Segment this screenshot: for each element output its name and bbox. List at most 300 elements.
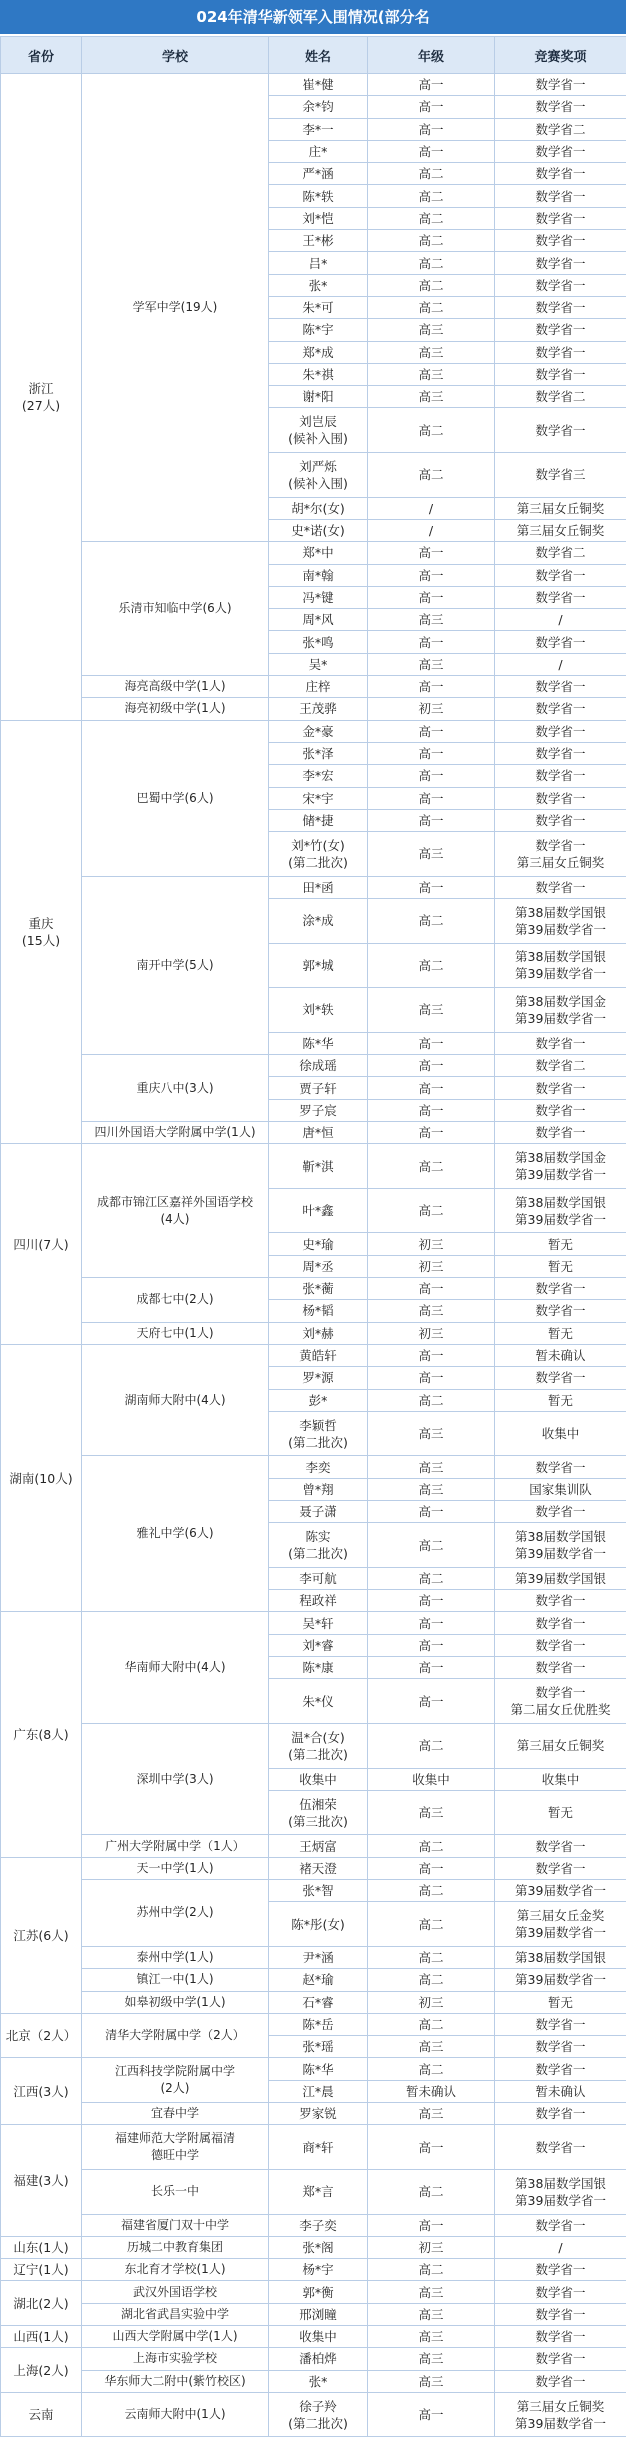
header-province: 省份 (1, 37, 82, 74)
student-name: 褚天澄 (269, 1858, 368, 1880)
student-grade: 高二 (368, 1902, 495, 1947)
student-name: 金*豪 (269, 721, 368, 743)
student-grade: 高二 (368, 1390, 495, 1412)
student-name: 王炳富 (269, 1835, 368, 1857)
school-cell: 云南师大附中(1人) (82, 2393, 269, 2438)
school-cell: 乐清市知临中学(6人) (82, 542, 269, 676)
student-name: 罗*源 (269, 1367, 368, 1389)
student-name: 曾*翔 (269, 1479, 368, 1501)
student-award: 数学省一 (495, 2259, 626, 2281)
student-grade: 高二 (368, 252, 495, 274)
student-award: 暂无 (495, 1791, 626, 1836)
student-award: 数学省一 (495, 877, 626, 899)
student-award: 数学省一 (495, 676, 626, 698)
school-cell: 武汉外国语学校 (82, 2281, 269, 2303)
student-name: 杨*宇 (269, 2259, 368, 2281)
student-award: 第38届数学国银 (495, 1947, 626, 1969)
student-grade: 高一 (368, 721, 495, 743)
student-award: 数学省一 (495, 1858, 626, 1880)
student-grade: 高三 (368, 654, 495, 676)
student-award: 数学省一 (495, 1635, 626, 1657)
school-cell: 巴蜀中学(6人) (82, 721, 269, 877)
student-name: 史*诺(女) (269, 520, 368, 542)
student-grade: 高三 (368, 364, 495, 386)
student-award: 暂无 (495, 1390, 626, 1412)
student-name: 张*泽 (269, 743, 368, 765)
school-cell: 如皋初级中学(1人) (82, 1992, 269, 2014)
student-grade: 高二 (368, 2259, 495, 2281)
student-name: 伍湘荣 (第三批次) (269, 1791, 368, 1836)
student-name: 唐*恒 (269, 1122, 368, 1144)
student-name: 陈*康 (269, 1657, 368, 1679)
school-cell: 雅礼中学(6人) (82, 1456, 269, 1612)
student-award: 数学省一 (495, 2103, 626, 2125)
student-name: 尹*涵 (269, 1947, 368, 1969)
school-cell: 湖北省武昌实验中学 (82, 2304, 269, 2326)
student-award: 数学省一 第三届女丘铜奖 (495, 832, 626, 877)
student-name: 石*睿 (269, 1992, 368, 2014)
student-award: 数学省一 (495, 1122, 626, 1144)
student-grade: 高一 (368, 119, 495, 141)
student-award: 数学省一 (495, 698, 626, 720)
student-name: 南*翰 (269, 565, 368, 587)
header-award: 竞赛奖项 (495, 37, 626, 74)
province-cell: 江西(3人) (1, 2058, 82, 2125)
student-award: 数学省一 第二届女丘优胜奖 (495, 1679, 626, 1724)
student-grade: 高三 (368, 1479, 495, 1501)
student-grade: 高三 (368, 2103, 495, 2125)
student-award: / (495, 609, 626, 631)
student-name: 严*涵 (269, 163, 368, 185)
student-award: 数学省二 (495, 542, 626, 564)
student-award: 第三届女丘铜奖 (495, 498, 626, 520)
student-name: 张*瑶 (269, 2036, 368, 2058)
student-name: 罗子宸 (269, 1100, 368, 1122)
student-name: 郑*言 (269, 2170, 368, 2215)
student-grade: / (368, 520, 495, 542)
student-name: 商*轩 (269, 2125, 368, 2170)
student-name: 刘岂辰 (候补入围) (269, 408, 368, 453)
school-cell: 山西大学附属中学(1人) (82, 2326, 269, 2348)
student-grade: 高一 (368, 1858, 495, 1880)
student-name: 陈实 (第二批次) (269, 1523, 368, 1568)
student-name: 庄梓 (269, 676, 368, 698)
student-grade: 高二 (368, 1189, 495, 1234)
student-name: 陈*华 (269, 2058, 368, 2080)
student-grade: 高一 (368, 1122, 495, 1144)
student-grade: 初三 (368, 1233, 495, 1255)
student-grade: 高二 (368, 1947, 495, 1969)
student-name: 郭*城 (269, 944, 368, 989)
student-grade: 初三 (368, 1323, 495, 1345)
student-award: 数学省一 (495, 2281, 626, 2303)
province-cell: 湖北(2人) (1, 2281, 82, 2326)
student-name: 潘柏烨 (269, 2348, 368, 2370)
student-name: 李子奕 (269, 2215, 368, 2237)
student-name: 朱*可 (269, 297, 368, 319)
student-grade: 高一 (368, 631, 495, 653)
student-award: 数学省一 (495, 2326, 626, 2348)
student-award: 数学省一 (495, 2014, 626, 2036)
student-grade: 高三 (368, 2304, 495, 2326)
student-grade: 高一 (368, 1345, 495, 1367)
student-name: 彭* (269, 1390, 368, 1412)
school-cell: 清华大学附属中学（2人） (82, 2014, 269, 2059)
student-name: 赵*瑜 (269, 1969, 368, 1991)
student-name: 罗家锐 (269, 2103, 368, 2125)
student-grade: 高二 (368, 899, 495, 944)
student-grade: 高一 (368, 2393, 495, 2438)
student-grade: 高三 (368, 1456, 495, 1478)
student-name: 陈*彤(女) (269, 1902, 368, 1947)
student-award: 数学省一 (495, 2036, 626, 2058)
student-award: 数学省一 (495, 96, 626, 118)
student-award: 数学省二 (495, 119, 626, 141)
student-award: 第39届数学国银 (495, 1568, 626, 1590)
student-award: 暂无 (495, 1323, 626, 1345)
school-cell: 南开中学(5人) (82, 877, 269, 1055)
student-grade: 高一 (368, 765, 495, 787)
student-name: 郑*成 (269, 342, 368, 364)
student-award: 数学省一 (495, 208, 626, 230)
student-name: 徐子羚 (第二批次) (269, 2393, 368, 2438)
student-award: 数学省一 (495, 743, 626, 765)
student-award: 数学省一 (495, 2304, 626, 2326)
student-name: 田*函 (269, 877, 368, 899)
student-name: 程政祥 (269, 1590, 368, 1612)
student-award: / (495, 2237, 626, 2259)
student-award: 第三届女丘金奖 第39届数学省一 (495, 1902, 626, 1947)
student-award: 数学省一 (495, 2125, 626, 2170)
student-grade: 高二 (368, 1144, 495, 1189)
student-grade: 初三 (368, 1992, 495, 2014)
student-award: 数学省一 (495, 1077, 626, 1099)
student-award: 数学省一 (495, 721, 626, 743)
student-grade: 高一 (368, 1077, 495, 1099)
student-grade: 高一 (368, 1657, 495, 1679)
student-grade: 高二 (368, 453, 495, 498)
student-name: 吴*轩 (269, 1612, 368, 1634)
student-name: 朱*祺 (269, 364, 368, 386)
student-grade: 暂未确认 (368, 2081, 495, 2103)
student-grade: 高二 (368, 2170, 495, 2215)
school-cell: 苏州中学(2人) (82, 1880, 269, 1947)
student-grade: 高一 (368, 1635, 495, 1657)
student-name: 刘*睿 (269, 1635, 368, 1657)
student-award: 数学省一 (495, 163, 626, 185)
student-award: 数学省一 (495, 2058, 626, 2080)
student-name: 收集中 (269, 2326, 368, 2348)
student-grade: 高一 (368, 1367, 495, 1389)
school-cell: 长乐一中 (82, 2170, 269, 2215)
student-grade: 高一 (368, 74, 495, 96)
student-grade: / (368, 498, 495, 520)
student-grade: 高二 (368, 163, 495, 185)
student-name: 陈*轶 (269, 185, 368, 207)
student-name: 李*一 (269, 119, 368, 141)
student-name: 陈*宇 (269, 319, 368, 341)
table-body (0, 74, 626, 2437)
student-name: 张*蘅 (269, 1278, 368, 1300)
student-name: 收集中 (269, 1769, 368, 1791)
student-name: 陈*华 (269, 1033, 368, 1055)
student-name: 徐成瑶 (269, 1055, 368, 1077)
student-award: 暂无 (495, 1992, 626, 2014)
student-name: 周*风 (269, 609, 368, 631)
student-name: 黄皓轩 (269, 1345, 368, 1367)
student-name: 张*阁 (269, 2237, 368, 2259)
student-name: 史*瑜 (269, 1233, 368, 1255)
student-award: 暂无 (495, 1233, 626, 1255)
student-grade: 高二 (368, 2058, 495, 2080)
student-award: 数学省三 (495, 453, 626, 498)
student-grade: 高二 (368, 275, 495, 297)
student-award: 数学省一 (495, 631, 626, 653)
student-award: 数学省一 (495, 810, 626, 832)
student-name: 宋*宇 (269, 788, 368, 810)
student-name: 胡*尔(女) (269, 498, 368, 520)
student-grade: 高一 (368, 1055, 495, 1077)
student-award: 数学省二 (495, 386, 626, 408)
student-grade: 高一 (368, 877, 495, 899)
student-grade: 高三 (368, 1791, 495, 1836)
student-name: 张*智 (269, 1880, 368, 1902)
student-grade: 高三 (368, 386, 495, 408)
school-cell: 宜春中学 (82, 2103, 269, 2125)
student-name: 谢*阳 (269, 386, 368, 408)
student-grade: 高一 (368, 587, 495, 609)
province-cell: 云南 (1, 2393, 82, 2438)
student-grade: 高三 (368, 342, 495, 364)
province-cell: 四川(7人) (1, 1144, 82, 1345)
student-award: 第38届数学国金 第39届数学省一 (495, 1144, 626, 1189)
student-name: 温*合(女) (第二批次) (269, 1724, 368, 1769)
school-cell: 湖南师大附中(4人) (82, 1345, 269, 1456)
header-school: 学校 (82, 37, 269, 74)
student-grade: 高三 (368, 1300, 495, 1322)
province-cell: 浙江 (27人) (1, 74, 82, 721)
student-name: 涂*成 (269, 899, 368, 944)
header-grade: 年级 (368, 37, 495, 74)
student-award: 数学省一 (495, 408, 626, 453)
student-award: 数学省一 (495, 2215, 626, 2237)
student-grade: 高三 (368, 319, 495, 341)
school-cell: 福建省厦门双十中学 (82, 2215, 269, 2237)
student-name: 张* (269, 2371, 368, 2393)
school-cell: 深圳中学(3人) (82, 1724, 269, 1835)
student-grade: 高一 (368, 743, 495, 765)
school-cell: 海亮高级中学(1人) (82, 676, 269, 698)
student-grade: 高一 (368, 2215, 495, 2237)
student-grade: 高二 (368, 230, 495, 252)
student-grade: 高一 (368, 676, 495, 698)
page-title: 024年清华新领军入围情况(部分名 (0, 0, 626, 34)
student-name: 陈*岳 (269, 2014, 368, 2036)
student-award: 数学省一 (495, 1590, 626, 1612)
student-grade: 高三 (368, 2371, 495, 2393)
student-grade: 高二 (368, 2014, 495, 2036)
student-name: 郭*衡 (269, 2281, 368, 2303)
table-header (0, 36, 626, 74)
student-name: 周*丞 (269, 1256, 368, 1278)
student-award: 第38届数学国金 第39届数学省一 (495, 988, 626, 1033)
student-name: 李*宏 (269, 765, 368, 787)
student-name: 刘*恺 (269, 208, 368, 230)
student-award: 数学省一 (495, 1300, 626, 1322)
student-name: 余*钧 (269, 96, 368, 118)
student-grade: 高二 (368, 185, 495, 207)
student-award: 第三届女丘铜奖 (495, 520, 626, 542)
student-award: 第38届数学国银 第39届数学省一 (495, 944, 626, 989)
student-grade: 高二 (368, 1523, 495, 1568)
student-name: 聂子潇 (269, 1501, 368, 1523)
student-award: 数学省一 (495, 364, 626, 386)
student-name: 王*彬 (269, 230, 368, 252)
student-award: 数学省一 (495, 319, 626, 341)
student-name: 储*捷 (269, 810, 368, 832)
student-award: 数学省一 (495, 1612, 626, 1634)
student-grade: 高三 (368, 2348, 495, 2370)
student-name: 刘*赫 (269, 1323, 368, 1345)
school-cell: 东北育才学校(1人) (82, 2259, 269, 2281)
student-grade: 高一 (368, 2125, 495, 2170)
student-award: 数学省一 (495, 342, 626, 364)
student-grade: 高一 (368, 542, 495, 564)
student-grade: 高一 (368, 788, 495, 810)
student-grade: 高二 (368, 1835, 495, 1857)
student-grade: 高一 (368, 565, 495, 587)
student-name: 吕* (269, 252, 368, 274)
student-award: 暂无 (495, 1256, 626, 1278)
student-grade: 高一 (368, 1033, 495, 1055)
student-grade: 高一 (368, 141, 495, 163)
student-grade: 高一 (368, 1501, 495, 1523)
student-award: / (495, 654, 626, 676)
student-name: 靳*淇 (269, 1144, 368, 1189)
student-award: 数学省一 (495, 2348, 626, 2370)
school-cell: 历城二中教育集团 (82, 2237, 269, 2259)
student-name: 江*晨 (269, 2081, 368, 2103)
student-award: 数学省一 (495, 1367, 626, 1389)
student-award: 数学省一 (495, 230, 626, 252)
student-grade: 高二 (368, 208, 495, 230)
student-award: 数学省一 (495, 1835, 626, 1857)
student-name: 杨*韬 (269, 1300, 368, 1322)
student-grade: 初三 (368, 1256, 495, 1278)
province-cell: 北京（2人） (1, 2014, 82, 2059)
student-grade: 高二 (368, 1724, 495, 1769)
province-cell: 上海(2人) (1, 2348, 82, 2393)
student-name: 庄* (269, 141, 368, 163)
student-award: 第39届数学省一 (495, 1880, 626, 1902)
school-cell: 上海市实验学校 (82, 2348, 269, 2370)
student-award: 数学省一 (495, 185, 626, 207)
student-grade: 高一 (368, 1612, 495, 1634)
student-grade: 高三 (368, 832, 495, 877)
student-name: 邢浏瞳 (269, 2304, 368, 2326)
student-award: 第38届数学国银 第39届数学省一 (495, 899, 626, 944)
student-grade: 高二 (368, 944, 495, 989)
student-grade: 高一 (368, 1679, 495, 1724)
student-award: 数学省一 (495, 297, 626, 319)
student-name: 郑*中 (269, 542, 368, 564)
header-name: 姓名 (269, 37, 368, 74)
student-grade: 高一 (368, 1590, 495, 1612)
student-name: 吴* (269, 654, 368, 676)
student-award: 数学省一 (495, 788, 626, 810)
student-name: 李奕 (269, 1456, 368, 1478)
student-award: 数学省一 (495, 765, 626, 787)
student-award: 数学省一 (495, 1501, 626, 1523)
student-grade: 高一 (368, 1278, 495, 1300)
student-award: 数学省一 (495, 1456, 626, 1478)
province-cell: 山东(1人) (1, 2237, 82, 2259)
student-award: 数学省一 (495, 565, 626, 587)
student-award: 第38届数学国银 第39届数学省一 (495, 2170, 626, 2215)
student-award: 暂未确认 (495, 2081, 626, 2103)
student-award: 数学省一 (495, 1278, 626, 1300)
student-name: 张* (269, 275, 368, 297)
student-award: 收集中 (495, 1412, 626, 1457)
student-award: 数学省一 (495, 587, 626, 609)
student-name: 李颖哲 (第二批次) (269, 1412, 368, 1457)
student-award: 收集中 (495, 1769, 626, 1791)
school-cell: 华东师大二附中(紫竹校区) (82, 2371, 269, 2393)
student-award: 第38届数学国银 第39届数学省一 (495, 1189, 626, 1234)
student-grade: 高二 (368, 1969, 495, 1991)
school-cell: 海亮初级中学(1人) (82, 698, 269, 720)
student-award: 第三届女丘铜奖 (495, 1724, 626, 1769)
student-grade: 高三 (368, 2281, 495, 2303)
province-cell: 福建(3人) (1, 2125, 82, 2236)
student-award: 数学省一 (495, 141, 626, 163)
student-name: 冯*键 (269, 587, 368, 609)
student-grade: 高三 (368, 1412, 495, 1457)
school-cell: 学军中学(19人) (82, 74, 269, 542)
student-grade: 高二 (368, 1568, 495, 1590)
student-grade: 高二 (368, 297, 495, 319)
student-grade: 高一 (368, 810, 495, 832)
student-name: 张*鸣 (269, 631, 368, 653)
student-award: 数学省一 (495, 1100, 626, 1122)
student-grade: 高一 (368, 96, 495, 118)
student-award: 国家集训队 (495, 1479, 626, 1501)
school-cell: 天府七中(1人) (82, 1323, 269, 1345)
student-grade: 高三 (368, 988, 495, 1033)
student-name: 朱*仪 (269, 1679, 368, 1724)
school-cell: 四川外国语大学附属中学(1人) (82, 1122, 269, 1144)
student-grade: 初三 (368, 698, 495, 720)
student-grade: 高三 (368, 609, 495, 631)
province-cell: 湖南(10人) (1, 1345, 82, 1613)
student-grade: 高三 (368, 2036, 495, 2058)
student-award: 数学省一 (495, 252, 626, 274)
student-award: 第38届数学国银 第39届数学省一 (495, 1523, 626, 1568)
student-grade: 高一 (368, 1100, 495, 1122)
student-grade: 收集中 (368, 1769, 495, 1791)
school-cell: 天一中学(1人) (82, 1858, 269, 1880)
student-award: 第三届女丘铜奖 第39届数学省一 (495, 2393, 626, 2438)
student-award: 数学省一 (495, 74, 626, 96)
student-name: 刘严烁 (候补入围) (269, 453, 368, 498)
student-grade: 高三 (368, 2326, 495, 2348)
province-cell: 重庆 (15人) (1, 721, 82, 1145)
student-name: 叶*鑫 (269, 1189, 368, 1234)
student-grade: 高二 (368, 408, 495, 453)
student-grade: 高二 (368, 1880, 495, 1902)
school-cell: 江西科技学院附属中学 (2人) (82, 2058, 269, 2103)
school-cell: 重庆八中(3人) (82, 1055, 269, 1122)
